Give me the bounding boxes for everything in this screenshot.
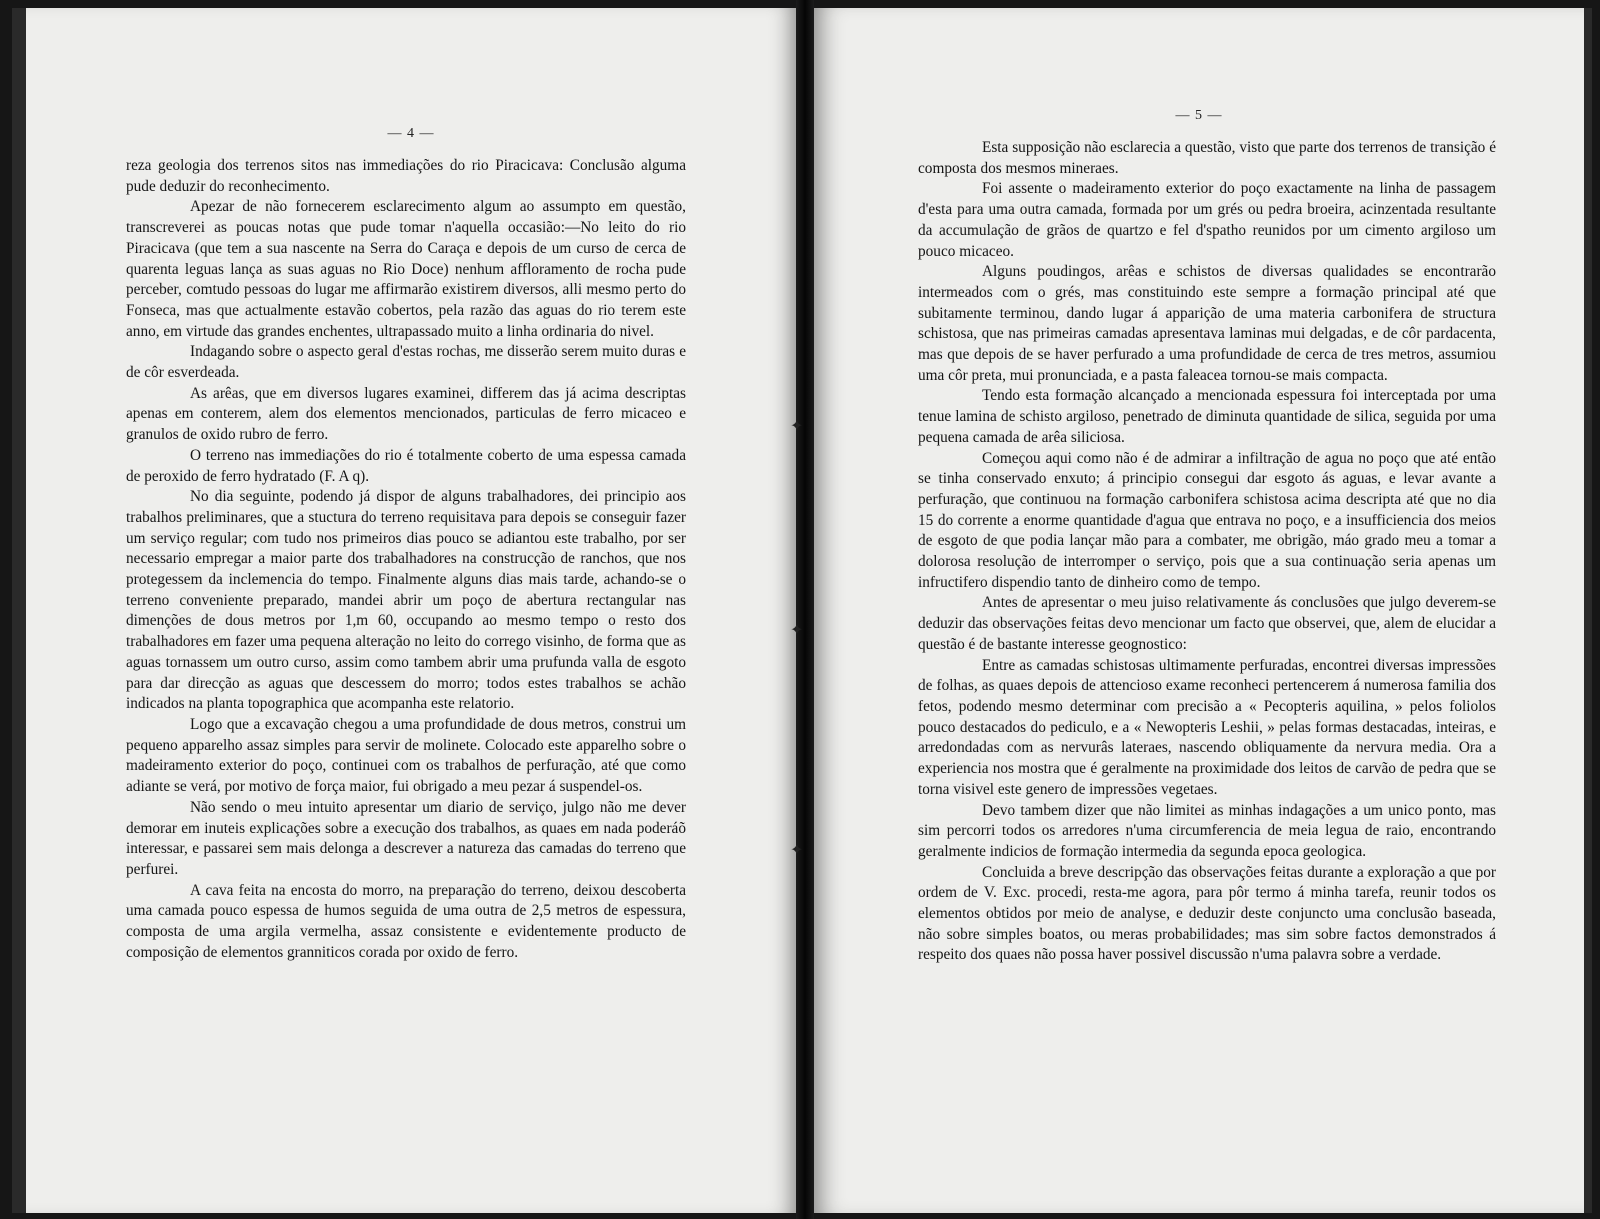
paragraph: Esta supposição não esclarecia a questão, visto que parte dos terrenos de transição é composta dos mesmos mineraes.	[918, 139, 1496, 177]
paragraph: Não sendo o meu intuito apresentar um diario de serviço, julgo não me dever demorar em inuteis explicações sobre a execução dos trabalhos, as quaes em nada poderáõ interessar, e passarei sem mais delonga a descrever a natureza das camadas do terreno que perfurei.	[126, 798, 686, 878]
paragraph: Começou aqui como não é de admirar a infiltração de agua no poço que até então se tinha conservado enxuto; á principio consegui dar esgoto ás aguas, e levar avante a perfuração, que continuou na formação carbonifera schistosa acima descripta até que no dia 15 do corrente a enorme quantidade d'agua que entrava no poço, e a insufficiencia dos meios de esgoto de que podia lançar mão para a combater, me obrigão, máo grado meu a tomar a dolorosa resolução de interromper o serviço, pois que a sua continuação seria apenas um infructifero dispendio tanto de dinheiro como de tempo.	[918, 449, 1496, 591]
page-number: — 4 —	[387, 126, 435, 141]
paragraph: Apezar de não fornecerem esclarecimento algum ao assumpto em questão, transcreverei as poucas notas que pude tomar n'aquella occasião:—No leito do rio Piracicava (que tem a sua nascente na Serra do Caraça e depois de um curso de cerca de quarenta leguas lança as suas aguas no Rio Doce) nenhum affloramento de rocha pude perceber, comtudo pessoas do lugar me affirmarão existirem diversos, alli mesmo perto do Fonseca, mas que actualmente estavão cobertos, pela razão das aguas do rio terem este anno, em virtude das grandes enchentes, ultrapassado muito a linha ordinaria do nivel.	[126, 198, 686, 340]
body-text	[918, 138, 1496, 966]
paragraph: Logo que a excavação chegou a uma profundidade de dous metros, construi um pequeno apparelho assaz simples para servir de molinete. Colocado este apparelho sobre o madeiramento exterior do poço, continuei com os trabalhos de perfuração, até que como adiante se verá, por motivo de força maior, fui obrigado a meu pezar á suspendel-os.	[126, 715, 686, 796]
binding-mark-icon: ✦	[790, 620, 804, 639]
paragraph: Devo tambem dizer que não limitei as minhas indagações a um unico ponto, mas sim percorri todos os arredores n'uma circumferencia de meia legua de raio, encontrando geralmente indicios de formação intermedia da segunda epoca geologica.	[918, 801, 1496, 860]
paragraph: Antes de apresentar o meu juiso relativamente ás conclusões que julgo deverem-se deduzir das observações feitas devo mencionar um facto que observei, que, alem de elucidar a questão é de bastante interesse geognostico:	[918, 594, 1496, 653]
right-page	[814, 8, 1592, 1213]
paragraph: A cava feita na encosta do morro, na preparação do terreno, deixou descoberta uma camada pouco espessa de humos seguida de uma outra de 2,5 metros de espessura, composta de uma argila vermelha, assaz consistente e evidentemente producto de composição de elementos granniticos corada por oxido de ferro.	[126, 881, 686, 961]
binding-mark-icon: ✦	[790, 840, 804, 859]
paragraph: Indagando sobre o aspecto geral d'estas rochas, me disserão serem muito duras e de côr esverdeada.	[126, 343, 686, 382]
body-text	[126, 156, 686, 963]
paragraph: Alguns poudingos, arêas e schistos de diversas qualidades se encontrarão intermeados com o grés, mas constituindo este sempre a formação principal até que subitamente terminou, dando lugar á apparição de uma materia carbonifera de structura schistosa, que nas primeiras camadas apresentava laminas mui delgadas, e de côr pardacenta, mas que depois de se haver perfurado a uma profundidade de cerca de tres metros, assumiou uma côr preta, mui pronunciada, e a pasta faleacea tornou-se mais compacta.	[918, 263, 1496, 384]
page-number: — 5 —	[1175, 108, 1223, 123]
paragraph: No dia seguinte, podendo já dispor de alguns trabalhadores, dei principio aos trabalhos preliminares, que a stuctura do terreno requisitava para depois se conseguir fazer um serviço regular; com tudo nos primeiros dias pouco se adiantou este trabalho, por ser necessario empregar a maior parte dos trabalhadores na construcção de ranchos, que nos protegessem da inclemencia do tempo. Finalmente alguns dias mais tarde, achando-se o terreno conveniente preparado, mandei abrir um poço de abertura rectangular nas dimenções de dous metros por 1,m 60, occupando ao mesmo tempo o resto dos trabalhadores em fazer uma pequena alteração no leito do corrego visinho, de forma que as aguas tornassem um outro curso, assim como tambem abrir uma prufunda valla de esgoto para dar direcção as aguas que descessem do morro; todos estes trabalhos se achão indicados na planta topographica que acompanha este relatorio.	[126, 488, 686, 713]
paragraph: Foi assente o madeiramento exterior do poço exactamente na linha de passagem d'esta para uma outra camada, formada por um grés ou pedra broeira, acinzentada resultante da accumulação de grãos de quartzo e fel d'spatho reunidos por um cimento argiloso um pouco micaceo.	[918, 180, 1496, 260]
binding-mark-icon: ✦	[790, 416, 804, 435]
paragraph: Tendo esta formação alcançado a mencionada espessura foi interceptada por uma tenue lamina de schisto argiloso, penetrado de diminuta quantidade de silica, seguida por uma pequena camada de arêa siliciosa.	[918, 387, 1496, 446]
paragraph: O terreno nas immediações do rio é totalmente coberto de uma espessa camada de peroxido de ferro hydratado (F. A q).	[126, 446, 686, 485]
book-spine	[796, 0, 814, 1219]
left-page	[12, 8, 796, 1213]
paragraph: Entre as camadas schistosas ultimamente perfuradas, encontrei diversas impressões de folhas, as quaes depois de attencioso exame reconheci pertencerem á numerosa familia dos fetos, podendo mesmo determinar com precisão a « Pecopteris aquilina, » pelos foliolos pouco destacados do pediculo, e a « Newopteris Leshii, » pelas formas destacadas, inteiras, e arredondadas com as nervurâs lateraes, nascendo obliquamente da nervura media. Ora a experiencia nos mostra que é geralmente na proximidade dos leitos de carvão de pedra que se torna visivel este genero de impressões vegetaes.	[918, 656, 1496, 798]
paragraph: As arêas, que em diversos lugares examinei, differem das já acima descriptas apenas em conterem, alem dos elementos mencionados, particulas de ferro micaceo e granulos de oxido rubro de ferro.	[126, 384, 686, 444]
paragraph: Concluida a breve descripção das observações feitas durante a exploração a que por ordem de V. Exc. procedi, resta-me agora, para pôr termo á minha tarefa, reunir todos os elementos obtidos por meio de analyse, e deduzir deste conjuncto uma conclusão baseada, não sobre simples boatos, ou meras probabilidades; mas sim sobre factos demonstrados á respeito dos quaes não possa haver possivel discussão n'uma palavra sobre a verdade.	[918, 863, 1496, 964]
paragraph: reza geologia dos terrenos sitos nas immediações do rio Piracicava: Conclusão alguma pude deduzir do reconhecimento.	[126, 157, 686, 195]
